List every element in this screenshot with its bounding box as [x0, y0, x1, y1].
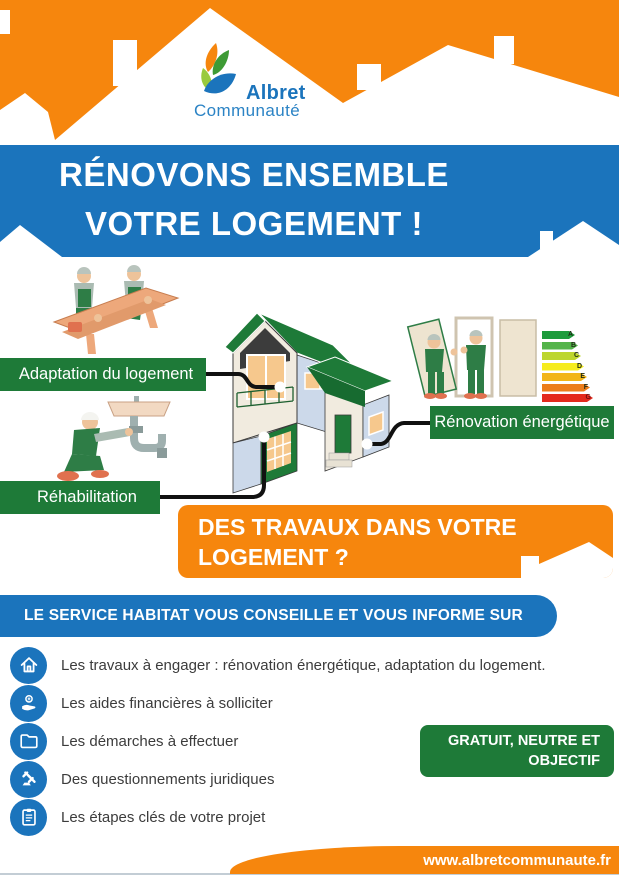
plumber-illustration — [38, 396, 178, 488]
gavel-icon — [10, 761, 47, 798]
question-roof-cutout — [493, 536, 613, 578]
list-item-text: Les démarches à effectuer — [61, 732, 239, 750]
energy-letter-d: D — [576, 362, 582, 370]
question-line1: DES TRAVAUX DANS VOTRE — [198, 514, 517, 540]
clipboard-icon — [10, 799, 47, 836]
hero-title — [0, 150, 508, 248]
energy-letter-b: B — [570, 341, 576, 349]
folder-icon — [10, 723, 47, 760]
orange-roofline-header — [0, 0, 619, 148]
energy-letter-c: C — [573, 352, 579, 359]
list-item-travaux — [10, 646, 610, 684]
energy-letter-e: E — [580, 373, 585, 380]
badge-line1: GRATUIT, NEUTRE ET — [448, 733, 600, 749]
question-line2: LOGEMENT ? — [198, 544, 349, 570]
list-item-text: Les travaux à engager : rénovation énergétique, adaptation du logement. — [61, 656, 546, 674]
list-item-text: Les étapes clés de votre projet — [61, 808, 266, 826]
question-banner — [178, 505, 613, 578]
hero-title-line2: VOTRE LOGEMENT ! — [85, 205, 423, 242]
service-banner — [0, 595, 557, 637]
badge-line2: OBJECTIF — [528, 753, 600, 769]
list-item-text: Les aides financières à solliciter — [61, 694, 273, 712]
energy-letter-g: G — [585, 394, 591, 401]
list-item-text: Des questionnements juridiques — [61, 770, 275, 788]
house-illustration — [213, 295, 413, 495]
service-banner-text: LE SERVICE HABITAT VOUS CONSEILLE ET VOUS INFORME SUR — [24, 607, 523, 624]
house-icon — [10, 647, 47, 684]
label-rehabilitation — [0, 481, 160, 514]
label-adaptation-text: Adaptation du logement — [18, 365, 194, 383]
hero-title-line1: RÉNOVONS ENSEMBLE — [59, 156, 449, 193]
carpenters-illustration — [46, 262, 186, 357]
list-item-aides — [10, 684, 610, 722]
free-neutral-objective-badge — [420, 725, 614, 777]
energy-letter-a: A — [567, 331, 573, 338]
footer-website-banner — [230, 846, 619, 874]
brand-subtitle: Communauté — [194, 101, 301, 120]
energy-letter-f: F — [583, 383, 588, 391]
website-url: www.albretcommunaute.fr — [423, 852, 611, 869]
label-renovation-text: Rénovation énergétique — [434, 413, 610, 431]
label-rehabilitation-text: Réhabilitation — [37, 488, 137, 506]
energy-scale — [542, 331, 612, 405]
brand-name: Albret — [246, 82, 306, 104]
list-item-etapes — [10, 798, 610, 836]
hand-coin-icon — [10, 685, 47, 722]
door-installers-illustration — [404, 312, 544, 412]
albret-leaf-logo-icon — [193, 42, 243, 104]
label-renovation-energetique — [430, 406, 614, 439]
label-adaptation-du-logement — [0, 358, 206, 391]
